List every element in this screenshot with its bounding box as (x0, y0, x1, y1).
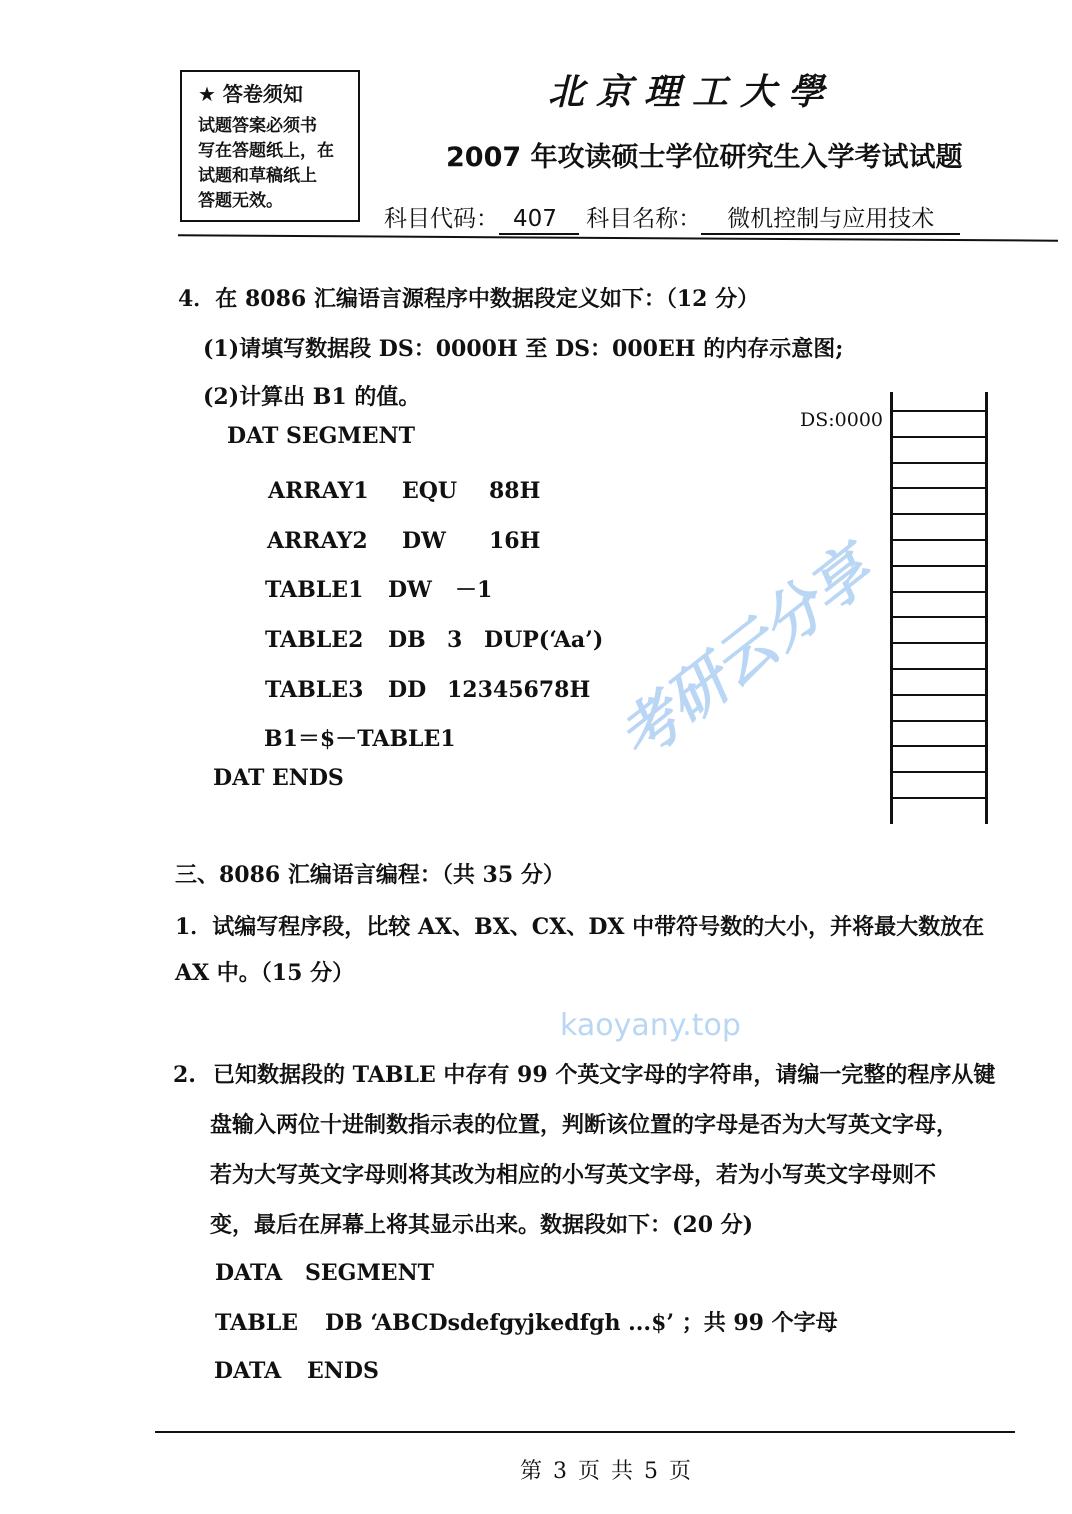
code-op: DW (388, 577, 432, 603)
subject-name: 微机控制与应用技术 (701, 205, 960, 235)
memory-left-border (890, 392, 893, 824)
code-seg-start: DAT SEGMENT (227, 423, 416, 449)
code-label: TABLE2 (265, 627, 364, 653)
memory-cell-divider (892, 616, 986, 618)
answer-notice-box (180, 70, 360, 222)
q2-code-op: ENDS (307, 1358, 379, 1384)
university-name: 北京理工大學 (548, 71, 837, 113)
code-value: DUP(‘Aa’) (484, 627, 604, 653)
page-number: 第 3 页 共 5 页 (520, 1459, 693, 1484)
memory-address-label: DS:0000 (800, 409, 884, 431)
subject-code-label: 科目代码： (384, 206, 499, 232)
notice-title: ★ 答卷须知 (198, 82, 303, 106)
memory-cell-divider (892, 513, 986, 515)
q2-code-label: TABLE (215, 1310, 299, 1336)
code-value: 88H (489, 478, 541, 504)
code-value: －1 (455, 577, 493, 603)
code-value: 16H (489, 528, 541, 554)
memory-cell-divider (892, 771, 986, 773)
memory-cell-divider (892, 694, 986, 696)
subject-line (384, 205, 960, 235)
subject-code: 407 (499, 205, 579, 235)
q2-code-op: DB ‘ABCDsdefgyjkedfgh ...$’ ；共 99 个字母 (325, 1310, 838, 1336)
q2-code-op: SEGMENT (305, 1260, 435, 1286)
memory-cell-divider (892, 565, 986, 567)
q1-line: AX 中。（15 分） (175, 960, 355, 986)
q2-line: 变，最后在屏幕上将其显示出来。数据段如下：(20 分) (210, 1212, 754, 1238)
memory-cell-divider (892, 487, 986, 489)
notice-line: 试题和草稿纸上 (198, 166, 317, 186)
q2-code-label: DATA (214, 1358, 282, 1384)
code-b1: B1＝$－TABLE1 (264, 726, 456, 752)
memory-cell-divider (892, 539, 986, 541)
code-value: 3 (447, 627, 463, 653)
code-op: DW (402, 528, 446, 554)
watermark-url: kaoyany.top (560, 1008, 741, 1043)
memory-cell-divider (892, 745, 986, 747)
memory-cell-divider (892, 720, 986, 722)
notice-line: 写在答题纸上，在 (198, 141, 334, 161)
q2-line: 盘输入两位十进制数指示表的位置，判断该位置的字母是否为大写英文字母， (210, 1112, 959, 1138)
memory-cell-divider (892, 642, 986, 644)
notice-line: 答题无效。 (198, 191, 283, 211)
section3-title: 三、8086 汇编语言编程：（共 35 分） (175, 862, 565, 888)
memory-cell-divider (892, 462, 986, 464)
code-op: DB (388, 627, 426, 653)
q2-number: 2. (173, 1062, 196, 1088)
notice-line: 试题答案必须书 (198, 116, 317, 136)
q2-line: 已知数据段的 TABLE 中存有 99 个英文字母的字符串，请编一完整的程序从键 (213, 1062, 996, 1088)
code-op: EQU (402, 478, 458, 504)
q4-title: 4．在 8086 汇编语言源程序中数据段定义如下：（12 分） (178, 286, 760, 312)
footer-rule (155, 1431, 1015, 1433)
memory-cell-divider (892, 591, 986, 593)
header-rule (178, 234, 1058, 241)
code-seg-end: DAT ENDS (213, 765, 344, 791)
q2-code-label: DATA (215, 1260, 283, 1286)
subject-name-label: 科目名称： (586, 206, 702, 232)
memory-cell-divider (892, 436, 986, 438)
code-op: DD (388, 677, 427, 703)
q4-sub1: (1)请填写数据段 DS：0000H 至 DS：000EH 的内存示意图; (203, 336, 844, 362)
memory-cell-divider (892, 668, 986, 670)
code-value: 12345678H (447, 677, 591, 703)
code-label: ARRAY1 (268, 478, 369, 504)
exam-title: 2007 年攻读硕士学位研究生入学考试试题 (446, 142, 963, 173)
code-label: ARRAY2 (267, 528, 368, 554)
memory-diagram (890, 392, 986, 824)
watermark-chinese: 考研云分享 (605, 535, 885, 775)
memory-right-border (985, 392, 988, 824)
code-label: TABLE3 (265, 677, 364, 703)
q2-line: 若为大写英文字母则将其改为相应的小写英文字母，若为小写英文字母则不 (210, 1162, 937, 1188)
memory-cell-divider (892, 797, 986, 799)
code-label: TABLE1 (265, 577, 364, 603)
q1-line: 1．试编写程序段，比较 AX、BX、CX、DX 中带符号数的大小，并将最大数放在 (175, 914, 985, 940)
q4-sub2: (2)计算出 B1 的值。 (203, 384, 421, 410)
memory-cell-divider (892, 410, 986, 412)
